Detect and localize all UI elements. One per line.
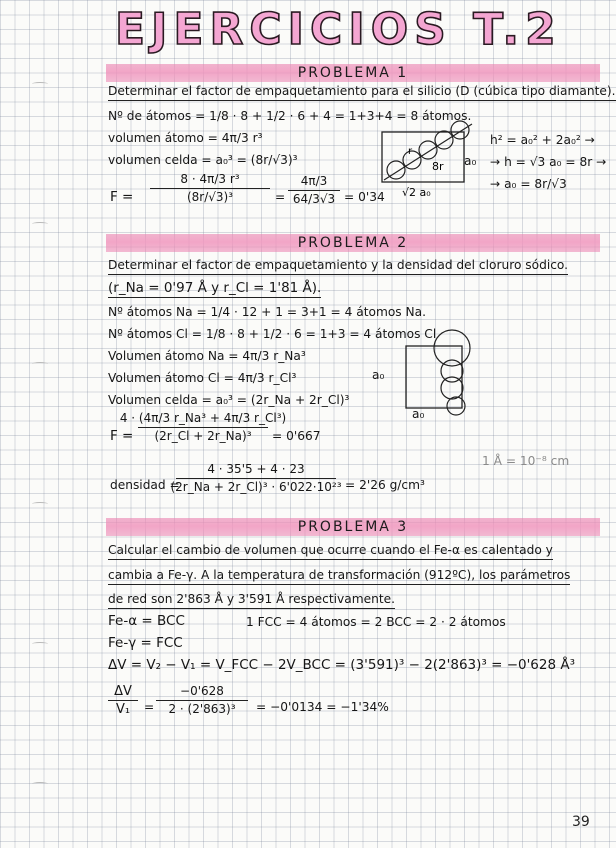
p2-diag-a0-left: a₀	[372, 368, 385, 382]
p3-ratio-numerator: ΔV	[114, 684, 132, 699]
p1-diag-r: r	[408, 146, 413, 157]
p1-side-note-1: h² = a₀² + 2a₀² →	[490, 133, 595, 147]
p2-f-bar	[138, 427, 268, 428]
p1-f-numerator: 8 · 4π/3 r³	[180, 172, 240, 186]
p3-result-denominator: 2 · (2'863)³	[168, 702, 236, 716]
p2-diag-a0-bottom: a₀	[412, 407, 425, 421]
p3-statement-1: Calcular el cambio de volumen que ocurre cuando el Fe-α es calentado y	[108, 541, 553, 560]
p2-cl-volume: Volumen átomo Cl = 4π/3 r_Cl³	[108, 371, 297, 385]
p3-delta-v: ΔV = V₂ − V₁ = V_FCC − 2V_BCC = (3'591)³ − 2(2'863)³ = −0'628 Å³	[108, 657, 576, 673]
p2-cell-volume: Volumen celda = a₀³ = (2r_Na + 2r_Cl)³	[108, 393, 350, 407]
p3-ratio-denominator: V₁	[115, 702, 131, 717]
p1-f-result: = 0'34	[344, 190, 385, 204]
p3-fe-gamma: Fe-γ = FCC	[108, 635, 183, 651]
p1-f-label: F =	[110, 189, 134, 205]
p1-atom-volume: volumen átomo = 4π/3 r³	[108, 131, 263, 145]
p3-result-numerator: −0'628	[180, 684, 224, 698]
p2-radii: (r_Na = 0'97 Å y r_Cl = 1'81 Å).	[108, 280, 322, 296]
p2-density-numerator: 4 · 35'5 + 4 · 23	[207, 462, 305, 476]
p2-f-label: F =	[110, 428, 134, 444]
p1-f-bar	[150, 188, 270, 189]
p2-f-fraction	[119, 411, 287, 444]
p1-diag-sqrt2a0: √2 a₀	[402, 186, 431, 199]
p1-f-simplified	[288, 174, 340, 207]
p1-diag-a0: a₀	[464, 154, 477, 168]
p1-side-note-2: → h = √3 a₀ = 8r →	[490, 155, 607, 169]
p1-f-denominator: (8r/√3)³	[186, 190, 234, 204]
p1-atom-count: Nº de átomos = 1/8 · 8 + 1/2 · 6 + 4 = 1+3+4 = 8 átomos.	[108, 109, 472, 123]
p2-density-fraction	[170, 462, 342, 495]
p3-ratio-equals: =	[144, 700, 155, 714]
p3-ratio-bar	[108, 700, 138, 701]
p2-f-denominator: (2r_Cl + 2r_Na)³	[154, 429, 252, 443]
p2-density-result: = 2'26 g/cm³	[345, 478, 425, 492]
p1-statement: Determinar el factor de empaquetamiento para el silicio (D (cúbica tipo diamante).	[108, 82, 616, 101]
p2-density-label: densidad =	[110, 478, 180, 492]
p1-f-simp-den: 64/3√3	[292, 192, 336, 206]
p2-density-denominator: (2r_Na + 2r_Cl)³ · 6'022·10²³	[170, 480, 342, 494]
page-number: 39	[572, 814, 590, 830]
p2-statement: Determinar el factor de empaquetamiento y la densidad del cloruro sódico.	[108, 256, 568, 275]
p2-f-numerator: 4 · (4π/3 r_Na³ + 4π/3 r_Cl³)	[119, 411, 287, 425]
problem-3-header: PROBLEMA 3	[106, 518, 600, 536]
page-title: EJERCICIOS T.2	[115, 4, 562, 55]
p1-cell-volume: volumen celda = a₀³ = (8r/√3)³	[108, 153, 298, 167]
p2-density-bar	[176, 478, 336, 479]
p3-statement-2: cambia a Fe-γ. A la temperatura de transformación (912ºC), los parámetros	[108, 566, 570, 585]
p1-diag-8r: 8r	[432, 160, 444, 173]
p3-result-fraction	[156, 684, 248, 717]
p1-f-fraction	[150, 172, 270, 205]
p2-na-volume: Volumen átomo Na = 4π/3 r_Na³	[108, 349, 306, 363]
p2-unit-note: 1 Å = 10⁻⁸ cm	[482, 454, 570, 468]
p2-f-result: = 0'667	[272, 429, 321, 443]
p1-side-note-3: → a₀ = 8r/√3	[490, 177, 567, 191]
p1-f-simp-num: 4π/3	[300, 174, 328, 188]
p1-f-equals: =	[275, 190, 286, 204]
p3-result-bar	[156, 700, 248, 701]
p3-result: = −0'0134 = −1'34%	[256, 700, 389, 714]
problem-1-header: PROBLEMA 1	[106, 64, 600, 82]
p1-f-simp-bar	[288, 190, 340, 191]
p3-ratio-fraction	[108, 684, 138, 717]
nacl-cell-diagram	[386, 326, 482, 416]
p3-equivalence: 1 FCC = 4 átomos = 2 BCC = 2 · 2 átomos	[246, 615, 506, 629]
p3-statement-3: de red son 2'863 Å y 3'591 Å respectivamente.	[108, 590, 395, 609]
p3-fe-alpha: Fe-α = BCC	[108, 613, 185, 629]
p2-cl-count: Nº átomos Cl = 1/8 · 8 + 1/2 · 6 = 1+3 = 4 átomos Cl	[108, 327, 437, 341]
problem-2-header: PROBLEMA 2	[106, 234, 600, 252]
p2-na-count: Nº átomos Na = 1/4 · 12 + 1 = 3+1 = 4 átomos Na.	[108, 305, 426, 319]
